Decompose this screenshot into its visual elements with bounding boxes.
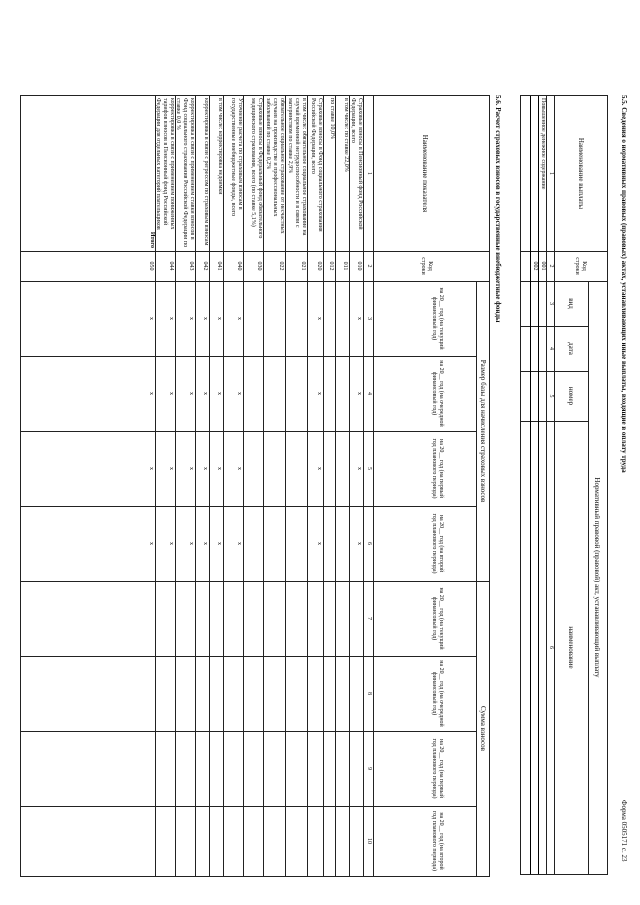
header-date: дата: [567, 342, 575, 355]
table-row-code: 040: [236, 261, 242, 271]
x-mark: x: [188, 467, 194, 470]
table-row-label: Страховые взносы в Пенсионный фонд Российской Федерации, всего: [350, 98, 363, 230]
x-mark: x: [148, 542, 154, 545]
x-mark: x: [168, 542, 174, 545]
x-mark: x: [356, 467, 362, 470]
section-5-5-title: 5.5. Сведения о нормативных правовых (правовых) актах, устанавливающих иные выплаты, входящие в оплату труда: [620, 95, 628, 473]
col-num: 10: [366, 838, 372, 844]
table-row-code: 022: [278, 261, 284, 271]
table-row-code: 010: [356, 261, 362, 271]
col-num: 5: [366, 467, 372, 470]
x-mark: x: [168, 392, 174, 395]
x-mark: x: [236, 467, 242, 470]
x-mark: x: [188, 542, 194, 545]
x-mark: x: [216, 317, 222, 320]
x-mark: x: [202, 317, 208, 320]
table-row-label: корректировка в связи с применением пониженных тарифов взносов в Пенсионный фонд Российской Федерации для отдельных категорий плательщиков: [155, 98, 175, 230]
header-number: номер: [567, 386, 575, 406]
col-num: 6: [366, 542, 372, 545]
x-mark: x: [188, 317, 194, 320]
header-npa: Нормативный правовой (правовой) акт, устанавливающий выплату: [593, 477, 601, 678]
x-mark: x: [148, 317, 154, 320]
col-num: 1: [366, 172, 372, 175]
table-row-code: 044: [168, 261, 174, 271]
table-row-label: корректировка в связи с применением ставки взносов в Фонд социального страхования Российской Федерации по ставке 0,0 %: [175, 98, 195, 248]
col-num: 4: [548, 347, 554, 350]
col-num: 3: [548, 302, 554, 305]
table-row-code: 042: [202, 261, 208, 271]
table-row-label: Итого: [149, 231, 155, 248]
x-mark: x: [188, 392, 194, 395]
period-header: на 20__ год (на текущий финансовый год): [431, 287, 444, 350]
period-header: на 20__ год (на очередной финансовый год): [431, 360, 444, 427]
table-row-code: 020: [316, 261, 322, 271]
x-mark: x: [148, 392, 154, 395]
x-mark: x: [356, 392, 362, 395]
x-mark: x: [316, 317, 322, 320]
x-mark: x: [202, 542, 208, 545]
table-row-label: корректировка в связи с регрессом по страховым взносам: [203, 98, 209, 246]
table-row-code: 001: [540, 261, 546, 271]
header-indicator: Наименование показателя: [421, 134, 429, 213]
table-row-code: 002: [532, 261, 538, 271]
table-row-label: Страховые взносы в Федеральный фонд обязательного медицинского страхования, всего (по ставке 5,1%): [250, 98, 263, 239]
col-num: 7: [366, 617, 372, 620]
col-num: 9: [366, 767, 372, 770]
x-mark: x: [356, 542, 362, 545]
x-mark: x: [316, 467, 322, 470]
period-header: на 20__ год (на второй год планового периода): [431, 811, 444, 871]
x-mark: x: [216, 542, 222, 545]
table-row-code: 041: [216, 261, 222, 271]
table-row-label: в том числе: корректировка недоимки: [217, 98, 223, 195]
period-header: на 20__ год (на второй год планового периода): [431, 513, 444, 574]
table-row-code: 012: [328, 261, 334, 271]
table-row-code: 043: [188, 261, 194, 271]
header-base: Размер базы для начисления страховых взносов: [479, 359, 487, 503]
col-num: 2: [548, 264, 554, 268]
col-num: 2: [366, 264, 372, 268]
table-row-label: Уточнение расчета по страховым взносам в государственные внебюджетные фонды, всего: [230, 98, 243, 217]
x-mark: x: [316, 542, 322, 545]
col-num: 6: [548, 646, 554, 649]
x-mark: x: [148, 467, 154, 470]
header-code-56: Код строки: [420, 257, 433, 275]
table-row-label: Повышенное денежное содержание: [540, 98, 546, 190]
x-mark: x: [216, 467, 222, 470]
period-header: на 20__ год (на очередной финансовый год): [431, 660, 444, 727]
header-payment-name: Наименование выплаты: [577, 137, 585, 210]
table-row-label: по ставке 10,0%: [329, 98, 335, 139]
header-code-55: Код строки: [574, 257, 587, 275]
x-mark: x: [316, 392, 322, 395]
table-row-code: 011: [342, 261, 348, 271]
table-row-label: в том числе: по ставке 22,0%: [343, 98, 349, 172]
x-mark: x: [202, 467, 208, 470]
table-row-label: Страховые взносы в Фонд социального страхования Российской Федерации, всего: [310, 98, 323, 232]
x-mark: x: [216, 392, 222, 395]
period-header: на 20__ год (на текущий финансовый год): [431, 587, 444, 650]
col-num: 3: [366, 317, 372, 320]
section-5-6-table: [20, 95, 490, 877]
header-type: вид: [567, 298, 575, 309]
form-code: Форма 0505171 с. 23: [620, 800, 628, 862]
x-mark: x: [202, 392, 208, 395]
x-mark: x: [236, 542, 242, 545]
table-row-label: обязательное социальное страхование от несчастных случаев на производстве и профессиональных заболеваний по ставке 0,2%: [265, 98, 285, 234]
table-row-code: 021: [300, 261, 306, 271]
x-mark: x: [168, 317, 174, 320]
col-num: 1: [548, 172, 554, 175]
col-num: 5: [548, 394, 554, 398]
table-row-code: 050: [148, 261, 154, 271]
period-header: на 20__ год (на первый год планового периода): [431, 438, 444, 499]
period-header: на 20__ год (на первый год планового периода): [431, 738, 444, 799]
col-num: 4: [366, 392, 372, 395]
x-mark: x: [236, 392, 242, 395]
section-5-5-table: [520, 95, 608, 875]
x-mark: x: [236, 317, 242, 320]
x-mark: x: [168, 467, 174, 470]
table-row-code: 030: [256, 261, 262, 271]
header-sum: Сумма взносов: [479, 706, 487, 751]
x-mark: x: [356, 317, 362, 320]
table-row-label: в том числе: обязательное социальное страхование на случай временной нетрудоспособности и в связи с материнством по ставке 2,9%: [287, 98, 307, 236]
header-name: наименование: [567, 626, 575, 669]
section-5-6-title: 5.6. Расчет страховых взносов в государственные внебюджетные фонды: [494, 95, 502, 323]
col-num: 8: [366, 692, 372, 695]
